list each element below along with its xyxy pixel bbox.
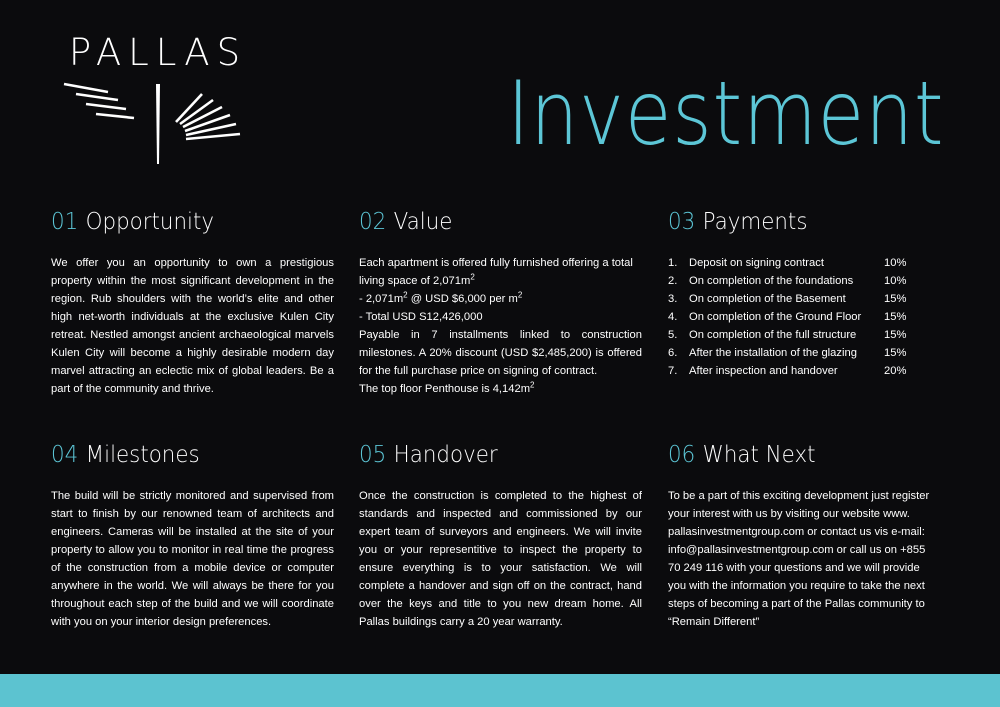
section-title: Payments — [702, 209, 808, 235]
section-value — [359, 207, 642, 398]
value-line: Each apartment is offered fully furnished offering a total — [359, 257, 633, 269]
section-heading — [359, 440, 622, 470]
list-item: 6. After the installation of the glazing 15% — [668, 347, 907, 359]
section-milestones — [51, 440, 334, 631]
payment-list — [668, 254, 951, 380]
pallas-logo — [52, 31, 264, 164]
body-line: info@pallasinvestmentgroup.com or call us on +855 — [668, 544, 926, 556]
value-paragraph: Payable in 7 installments linked to construction milestones. A 20% discount (USD $2,485,200) is offered for the full purchase price on signing of contract. — [359, 329, 642, 377]
body-line: steps of becoming a part of the Pallas community to — [668, 598, 925, 610]
section-number: 02 — [359, 209, 387, 235]
section-title: Handover — [393, 442, 498, 468]
page-title: Investment — [506, 62, 944, 165]
body-line: “Remain Different” — [668, 616, 760, 628]
section-number: 05 — [359, 442, 387, 468]
section-body: We offer you an opportunity to own a prestigious property within the most significant development in the region. Rub shoulders with the world’s elite and other high net-worth individuals at the exclusive Kulen City retreat. Nestled amongst ancient archaeological marvels Kulen City will become a highly desirable modern day marvel attracting an eclectic mix of global leaders. Be a part of the community and thrive. — [51, 257, 334, 395]
list-item: 7. After inspection and handover 20% — [668, 365, 907, 377]
list-item: 5. On completion of the full structure 15% — [668, 329, 907, 341]
section-number: 01 — [51, 209, 79, 235]
footer-band — [0, 674, 1000, 707]
section-handover — [359, 440, 642, 631]
section-heading — [51, 440, 314, 470]
section-body: The build will be strictly monitored and supervised from start to finish by our renowned team of architects and engineers. Cameras will be installed at the site of your property to allow you to monitor in real time the progress of the construction from a mobile device or computer anywhere in the world. We will always be there for you throughout each step of the build and we will coordinate with you on your interior design preferences. — [51, 490, 334, 628]
section-heading — [668, 207, 931, 237]
section-heading — [668, 440, 931, 470]
section-body: Once the construction is completed to the highest of standards and inspected and commissioned by our expert team of surveyors and engineers. We will invite you or your representitive to inspect the property to ensure everything is to your satisfaction. We will complete a handover and sign off on the contract, hand over the keys and title to you new dream home. All Pallas buildings carry a 20 year warranty. — [359, 490, 642, 628]
section-number: 03 — [668, 209, 696, 235]
body-line: you with the information you require to take the next — [668, 580, 925, 592]
section-body — [668, 487, 951, 631]
body-line: your interest with us by visiting our website www. — [668, 508, 910, 520]
value-line: - $2,071m^2$ @ USD $6,000 per $m^2$ — [359, 290, 523, 305]
section-heading — [51, 207, 314, 237]
body-line: 70 249 116 with your questions and we will provide — [668, 562, 920, 574]
section-body — [359, 254, 642, 398]
list-item: 2. On completion of the foundations 10% — [668, 275, 907, 287]
section-number: 04 — [51, 442, 79, 468]
section-what-next — [668, 440, 951, 631]
list-item: 4. On completion of the Ground Floor 15% — [668, 311, 907, 323]
value-line: - Total USD S12,426,000 — [359, 311, 483, 323]
wings-emblem-icon — [52, 78, 264, 168]
list-item: 1. Deposit on signing contract 10% — [668, 257, 907, 269]
section-payments — [668, 207, 951, 380]
section-title: Value — [393, 209, 453, 235]
value-line: The top floor Penthouse is $4,142m^2$ — [359, 380, 535, 395]
value-line: living space of $2,071m^2$ — [359, 272, 475, 287]
section-number: 06 — [668, 442, 696, 468]
section-title: What Next — [702, 442, 816, 468]
section-opportunity — [51, 207, 334, 398]
logo-wordmark: PALLAS — [68, 31, 248, 74]
body-line: pallasinvestmentgroup.com or contact us vis e-mail: — [668, 526, 925, 538]
section-title: Milestones — [85, 442, 200, 468]
section-title: Opportunity — [85, 209, 215, 235]
list-item: 3. On completion of the Basement 15% — [668, 293, 907, 305]
body-line: To be a part of this exciting development just register — [668, 490, 930, 502]
section-heading — [359, 207, 622, 237]
